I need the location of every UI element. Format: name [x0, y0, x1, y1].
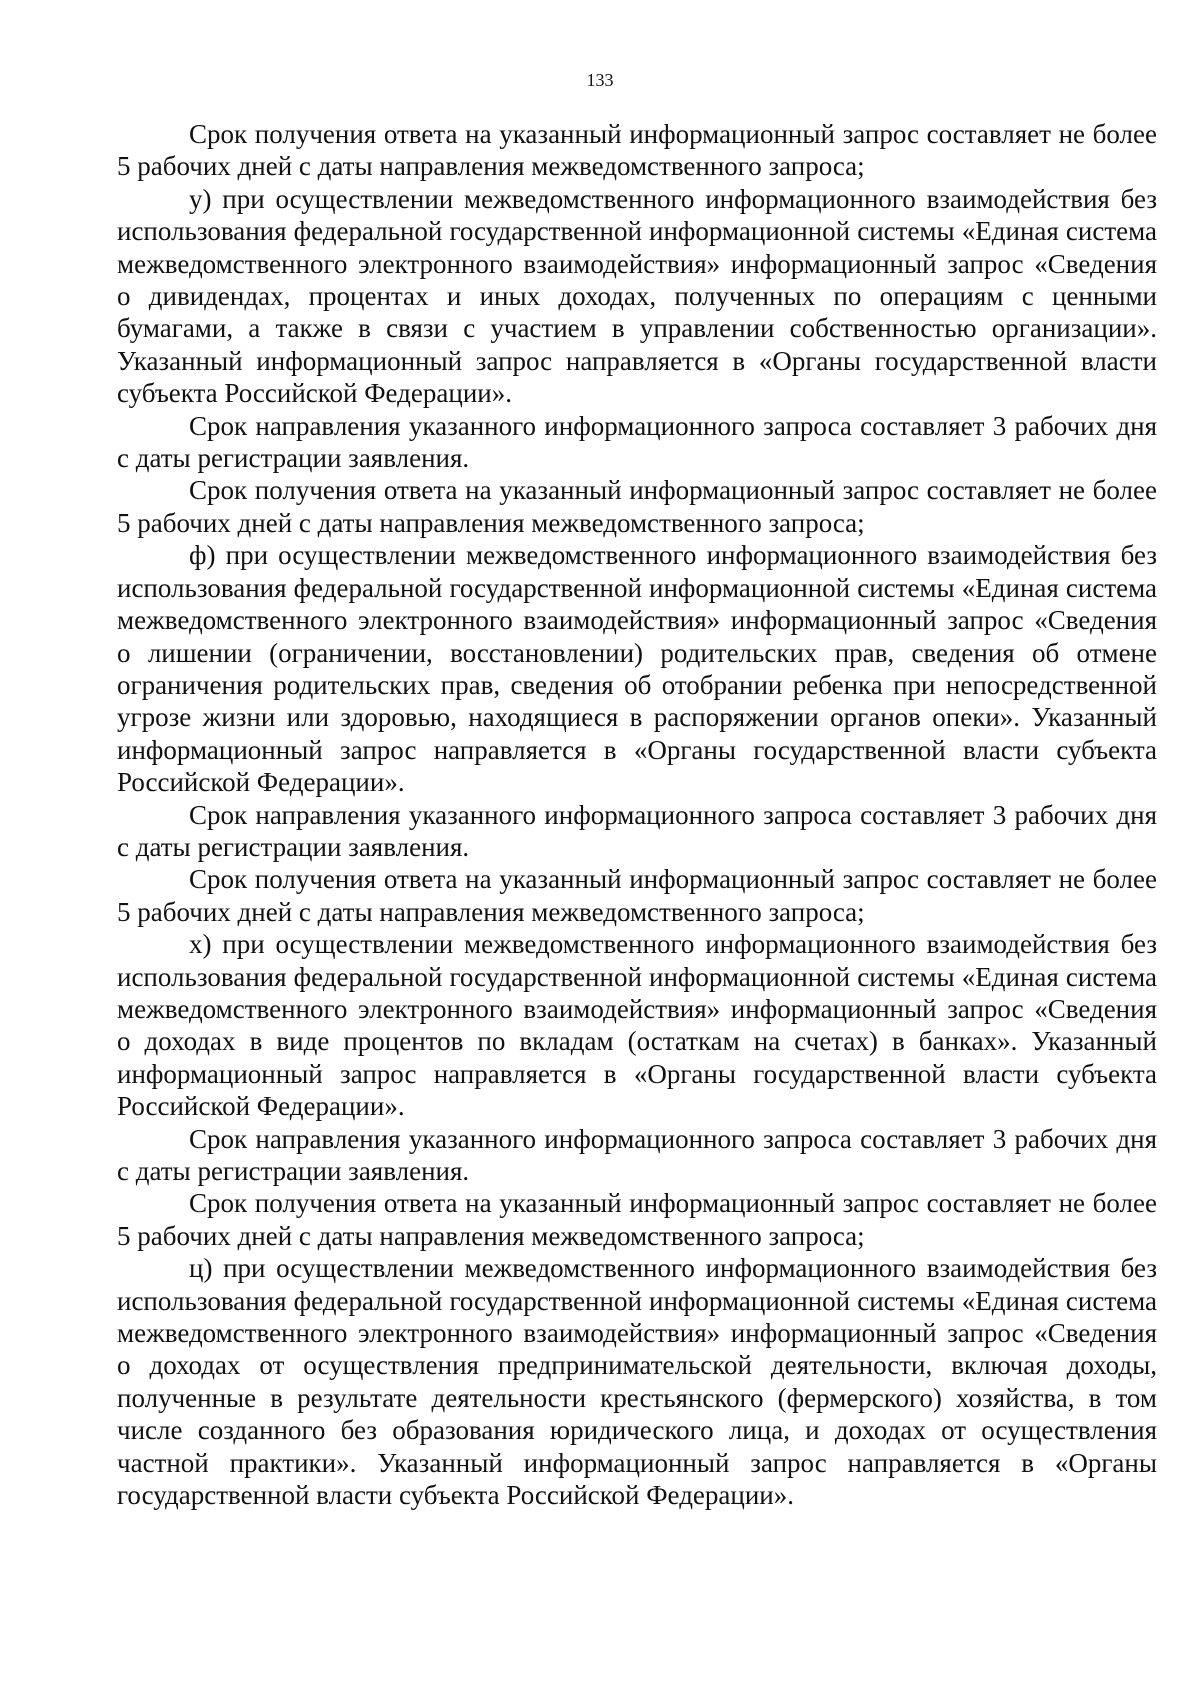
document-body: [117, 118, 1157, 1511]
paragraph-item-f: ф) при осуществлении межведомственного информационного взаимодействия без использования федеральной государственной информационной системы «Единая система межведомственного электронного взаимодействия» информационный запрос «Сведения о лишении (ограничении, восстановлении) родительских прав, сведения об отмене ограничения родительских прав, сведения об отобрании ребенка при непосредственной угрозе жизни или здоровью, находящиеся в распоряжении органов опеки». Указанный информационный запрос направляется в «Органы государственной власти субъекта Российской Федерации».: [117, 540, 1157, 798]
paragraph-response-deadline: Срок получения ответа на указанный информационный запрос составляет не более 5 рабочих дней с даты направления межведомственного запроса;: [117, 119, 1157, 182]
paragraph-send-deadline: Срок направления указанного информационного запроса составляет 3 рабочих дня с даты регистрации заявления.: [117, 410, 1157, 474]
paragraph-item-kh: х) при осуществлении межведомственного информационного взаимодействия без использования федеральной государственной информационной системы «Единая система межведомственного электронного взаимодействия» информационный запрос «Сведения о доходах в виде процентов по вкладам (остаткам на счетах) в банках». Указанный информационный запрос направляется в «Органы государственной власти субъекта Российской Федерации».: [117, 929, 1157, 1122]
paragraph-response-deadline: Срок получения ответа на указанный информационный запрос составляет не более 5 рабочих дней с даты направления межведомственного запроса;: [117, 864, 1157, 927]
paragraph-response-deadline: Срок получения ответа на указанный информационный запрос составляет не более 5 рабочих дней с даты направления межведомственного запроса;: [117, 475, 1157, 538]
paragraph-response-deadline: Срок получения ответа на указанный информационный запрос составляет не более 5 рабочих дней с даты направления межведомственного запроса;: [117, 1188, 1157, 1251]
paragraph-send-deadline: Срок направления указанного информационного запроса составляет 3 рабочих дня с даты регистрации заявления.: [117, 1123, 1157, 1186]
paragraph-send-deadline: Срок направления указанного информационного запроса составляет 3 рабочих дня с даты регистрации заявления.: [117, 799, 1157, 862]
paragraph-item-u: у) при осуществлении межведомственного информационного взаимодействия без использования федеральной государственной информационной системы «Единая система межведомственного электронного взаимодействия» информационный запрос «Сведения о дивидендах, процентах и иных доходах, полученных по операциям с ценными бумагами, а также в связи с участием в управлении собственностью организации». Указанный информационный запрос направляется в «Органы государственной власти субъекта Российской Федерации».: [117, 183, 1157, 409]
page-number: 133: [586, 70, 614, 90]
paragraph-item-ts: ц) при осуществлении межведомственного информационного взаимодействия без использования федеральной государственной информационной системы «Единая система межведомственного электронного взаимодействия» информационный запрос «Сведения о доходах от осуществления предпринимательской деятельности, включая доходы, полученные в результате деятельности крестьянского (фермерского) хозяйства, в том числе созданного без образования юридического лица, и доходах от осуществления частной практики». Указанный информационный запрос направляется в «Органы государственной власти субъекта Российской Федерации».: [117, 1253, 1157, 1511]
